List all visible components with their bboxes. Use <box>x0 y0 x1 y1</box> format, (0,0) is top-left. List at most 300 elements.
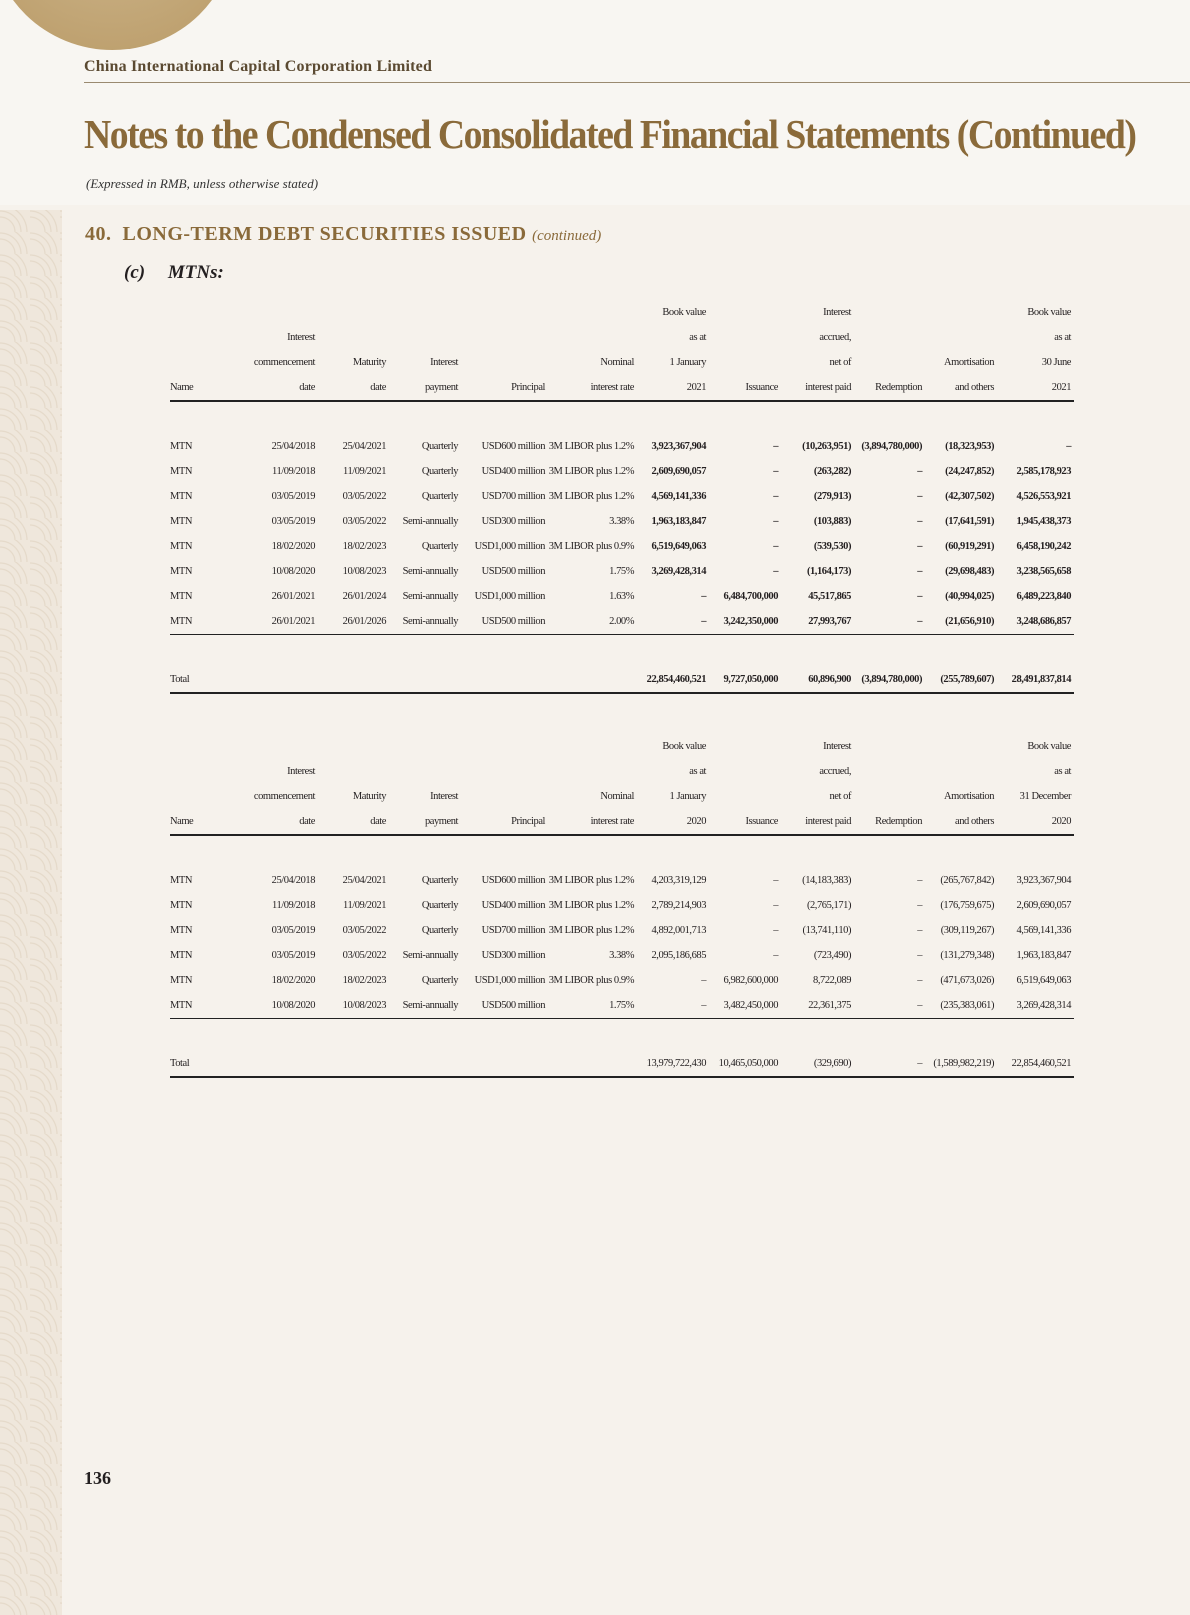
table-row-cell: (265,767,842) <box>940 875 994 886</box>
header-row-cell <box>548 300 637 325</box>
table-row-cell: (309,119,267) <box>940 925 994 936</box>
table-row-cell: USD500 million <box>461 609 548 635</box>
spacer-row-cell <box>709 401 781 434</box>
table-row-cell: 26/01/2026 <box>318 609 389 635</box>
header-row-cell <box>709 350 781 375</box>
mtn-table-2021 <box>170 300 1074 694</box>
table-row-cell: 3M LIBOR plus 0.9% <box>548 975 634 986</box>
header-row-cell: interest rate <box>548 809 637 835</box>
spacer-row-cell <box>637 401 709 434</box>
header-row-cell <box>389 300 461 325</box>
table-row <box>170 993 1074 1019</box>
spacer-row-cell <box>709 835 781 868</box>
header-row-cell <box>170 734 250 759</box>
spacer-row-cell <box>389 635 461 668</box>
spacer-row-cell <box>461 835 548 868</box>
table-row-cell: – <box>917 591 922 602</box>
header-row-cell: interest rate <box>548 375 637 401</box>
header-row <box>170 759 1074 784</box>
table-row-cell: – <box>1066 441 1071 452</box>
table-row-cell: 3.38% <box>609 950 634 961</box>
spacer-row-cell <box>997 635 1074 668</box>
table-row-cell: 03/05/2022 <box>342 925 386 936</box>
header-row-cell: Nominal <box>600 357 634 368</box>
table-row <box>170 534 1074 559</box>
spacer-row-cell <box>854 835 925 868</box>
table-row-cell: 3,482,450,000 <box>709 993 781 1019</box>
table-row-cell: USD400 million <box>481 466 545 477</box>
header-row-cell <box>925 325 997 350</box>
table-row <box>170 434 1074 459</box>
header-row-cell <box>170 759 250 784</box>
total-row-cell <box>250 1051 318 1077</box>
section-heading <box>85 223 601 246</box>
spacer-row-cell <box>170 1019 250 1052</box>
header-row-cell: as at <box>689 332 706 343</box>
header-row-cell: as at <box>1054 766 1071 777</box>
header-row-cell <box>548 759 637 784</box>
table-row-cell: 1,963,183,847 <box>1016 950 1071 961</box>
table-row-cell: MTN <box>170 975 192 986</box>
header-row-cell <box>709 325 781 350</box>
table-row-cell: 25/04/2021 <box>342 875 386 886</box>
table-row <box>170 943 1074 968</box>
total-row-cell: Total <box>170 1051 250 1077</box>
spacer-row-cell <box>548 401 637 434</box>
table-row-cell: MTN <box>170 900 192 911</box>
header-row-cell: date <box>250 375 318 401</box>
table-row-cell: 03/05/2022 <box>342 491 386 502</box>
header-row-cell <box>389 734 461 759</box>
total-row-cell: – <box>854 1051 925 1077</box>
table-row-cell: 25/04/2018 <box>271 875 315 886</box>
table-row-cell: 3M LIBOR plus 1.2% <box>548 925 634 936</box>
table-row-cell: (539,530) <box>813 541 851 552</box>
header-row-cell: as at <box>1054 332 1071 343</box>
spacer-row-cell <box>854 401 925 434</box>
table-row-cell: 22,361,375 <box>781 993 854 1019</box>
table-row-cell: MTN <box>170 591 192 602</box>
header-row-cell: Name <box>170 375 250 401</box>
subsection-label: (c) <box>124 262 146 283</box>
table-row-cell: 26/01/2021 <box>271 591 315 602</box>
table-row-cell: 3M LIBOR plus 0.9% <box>548 541 634 552</box>
spacer-row-cell <box>637 1019 709 1052</box>
header-row <box>170 784 1074 809</box>
header-row-cell <box>318 734 389 759</box>
table-row-cell: 26/01/2021 <box>250 609 318 635</box>
header-row-cell <box>925 734 997 759</box>
table-row-cell: – <box>773 541 778 552</box>
spacer-row-cell <box>389 835 461 868</box>
table-row-cell: 1.63% <box>609 591 634 602</box>
total-row-cell: (1,589,982,219) <box>925 1051 997 1077</box>
header-row-cell <box>709 734 781 759</box>
table-row-cell: (235,383,061) <box>925 993 997 1019</box>
table-row-cell: – <box>637 993 709 1019</box>
table-row-cell: (3,894,780,000) <box>861 441 922 452</box>
table-row-cell: (29,698,483) <box>945 566 994 577</box>
table-row-cell: MTN <box>170 516 192 527</box>
table-row-cell: Quarterly <box>421 900 458 911</box>
table-row-cell: – <box>773 516 778 527</box>
header-row-cell: Issuance <box>709 809 781 835</box>
header-row-cell: Interest <box>287 332 315 343</box>
table-row-cell: Quarterly <box>421 975 458 986</box>
table-row <box>170 509 1074 534</box>
header-row-cell <box>854 325 925 350</box>
header-row-cell <box>461 300 548 325</box>
total-row-cell: 22,854,460,521 <box>637 667 709 693</box>
table-row-cell: 3,238,565,658 <box>1016 566 1071 577</box>
table-row-cell: USD700 million <box>481 491 545 502</box>
decorative-wave-strip <box>0 210 62 1615</box>
header-row-cell: commencement <box>253 357 315 368</box>
table-row-cell: 4,569,141,336 <box>1016 925 1071 936</box>
table-row-cell: 3M LIBOR plus 1.2% <box>548 900 634 911</box>
table-row-cell: Semi-annually <box>389 609 461 635</box>
header-row-cell: 31 December <box>1019 791 1071 802</box>
table-row-cell: USD500 million <box>461 993 548 1019</box>
spacer-row-cell <box>548 635 637 668</box>
table-row-cell: 03/05/2022 <box>342 950 386 961</box>
table-row-cell: 10/08/2020 <box>271 566 315 577</box>
header-row-cell: Issuance <box>709 375 781 401</box>
table-row-cell: – <box>773 950 778 961</box>
table-row <box>170 918 1074 943</box>
header-row-cell: and others <box>925 809 997 835</box>
header-row-cell: Redemption <box>854 809 925 835</box>
header-row-cell: 1 January <box>669 357 706 368</box>
header-row-cell: Interest <box>823 307 851 318</box>
table-row-cell: 03/05/2019 <box>271 516 315 527</box>
header-row-cell <box>854 784 925 809</box>
table-row-cell: 4,526,553,921 <box>1016 491 1071 502</box>
spacer-row-cell <box>925 635 997 668</box>
table-row-cell: – <box>773 925 778 936</box>
header-row-cell <box>548 325 637 350</box>
header-row-cell <box>461 350 548 375</box>
table-row-cell: 18/02/2020 <box>271 541 315 552</box>
table-row-cell: 3,923,367,904 <box>1016 875 1071 886</box>
table-row-cell: USD500 million <box>481 566 545 577</box>
table-row-cell: (2,765,171) <box>806 900 851 911</box>
header-row-cell: accrued, <box>819 766 851 777</box>
spacer-row-cell <box>250 401 318 434</box>
header-row-cell: Amortisation <box>943 791 994 802</box>
table-row-cell: (10,263,951) <box>802 441 851 452</box>
page-title: Notes to the Condensed Consolidated Financial Statements (Continued) <box>84 111 1136 157</box>
table-row-cell: – <box>854 609 925 635</box>
header-row-cell <box>389 325 461 350</box>
spacer-row-cell <box>781 1019 854 1052</box>
spacer-row-cell <box>637 635 709 668</box>
spacer-row-cell <box>997 835 1074 868</box>
table-row-cell: – <box>773 491 778 502</box>
table-row-cell: Semi-annually <box>402 516 458 527</box>
header-row-cell: Book value <box>1027 741 1071 752</box>
table-row-cell: (17,641,591) <box>945 516 994 527</box>
section-number: 40. <box>85 223 112 245</box>
total-row-cell <box>461 667 548 693</box>
header-row-cell: 2020 <box>637 809 709 835</box>
table-row-cell: MTN <box>170 925 192 936</box>
header-row <box>170 734 1074 759</box>
spacer-row-cell <box>709 635 781 668</box>
header-row-cell: Name <box>170 809 250 835</box>
total-row-cell <box>250 667 318 693</box>
section-title: LONG-TERM DEBT SECURITIES ISSUED <box>122 223 527 245</box>
header-row-cell: 2021 <box>637 375 709 401</box>
total-row-cell <box>548 667 637 693</box>
table-row-cell: 26/01/2024 <box>342 591 386 602</box>
spacer-row-cell <box>925 835 997 868</box>
spacer-row-cell <box>461 401 548 434</box>
table-row-cell: – <box>701 591 706 602</box>
table-row-cell: Quarterly <box>421 875 458 886</box>
table-row-cell: MTN <box>170 950 192 961</box>
table-row-cell: 3,269,428,314 <box>651 566 706 577</box>
mtn-table-2020 <box>170 734 1074 1078</box>
table-row-cell: 6,519,649,063 <box>651 541 706 552</box>
header-row-cell: 2020 <box>997 809 1074 835</box>
table-row-cell: MTN <box>170 491 192 502</box>
table-row-cell: Quarterly <box>421 925 458 936</box>
table-row <box>170 559 1074 584</box>
header-row-cell: Maturity <box>352 357 386 368</box>
spacer-row-cell <box>250 1019 318 1052</box>
total-row-cell: Total <box>170 667 250 693</box>
header-row-cell <box>709 759 781 784</box>
table-row-cell: 2,609,690,057 <box>651 466 706 477</box>
header-row-cell: date <box>318 809 389 835</box>
spacer-row-cell <box>318 835 389 868</box>
spacer-row <box>170 401 1074 434</box>
header-row <box>170 350 1074 375</box>
header-row-cell: Book value <box>1027 307 1071 318</box>
table-row-cell: USD300 million <box>481 516 545 527</box>
spacer-row-cell <box>854 1019 925 1052</box>
table-row-cell: 03/05/2022 <box>342 516 386 527</box>
header-row-cell <box>318 325 389 350</box>
header-row-cell <box>461 325 548 350</box>
spacer-row-cell <box>548 1019 637 1052</box>
table-row-cell: 3,248,686,857 <box>997 609 1074 635</box>
total-row-cell: (3,894,780,000) <box>854 667 925 693</box>
table-row-cell: 03/05/2019 <box>271 950 315 961</box>
section-note: (continued) <box>532 228 602 244</box>
header-row-cell <box>854 734 925 759</box>
header-row-cell: payment <box>389 375 461 401</box>
table-row-cell: (279,913) <box>813 491 851 502</box>
header-row-cell <box>461 734 548 759</box>
table-row-cell: 10/08/2020 <box>250 993 318 1019</box>
subsection-heading <box>124 262 242 284</box>
header-row-cell: Amortisation <box>943 357 994 368</box>
spacer-row-cell <box>170 635 250 668</box>
table-row-cell: 3M LIBOR plus 1.2% <box>548 491 634 502</box>
table-row-cell: Quarterly <box>421 491 458 502</box>
spacer-row <box>170 835 1074 868</box>
table-row-cell: – <box>917 516 922 527</box>
table-row-cell: (24,247,852) <box>945 466 994 477</box>
table-row-cell: USD1,000 million <box>474 591 545 602</box>
table-row-cell: 2,585,178,923 <box>1016 466 1071 477</box>
header-row-cell: 1 January <box>669 791 706 802</box>
table-row-cell: (13,741,110) <box>802 925 851 936</box>
header-row-cell: interest paid <box>781 375 854 401</box>
table-row-cell: 18/02/2023 <box>342 541 386 552</box>
table-row-cell: – <box>854 993 925 1019</box>
header-row-cell: Book value <box>662 741 706 752</box>
table-row-cell: 11/09/2018 <box>272 466 315 477</box>
table-row-cell: MTN <box>170 441 192 452</box>
table-row-cell: – <box>917 541 922 552</box>
table-row <box>170 868 1074 893</box>
total-row-cell: 9,727,050,000 <box>709 667 781 693</box>
header-row-cell: Interest <box>430 357 458 368</box>
table-row-cell: 4,569,141,336 <box>651 491 706 502</box>
table-row-cell: – <box>917 875 922 886</box>
table-row-cell: – <box>917 900 922 911</box>
spacer-row-cell <box>461 1019 548 1052</box>
table-row-cell: – <box>917 491 922 502</box>
table-row-cell: 25/04/2021 <box>342 441 386 452</box>
header-row-cell <box>925 300 997 325</box>
table-row-cell: 1.75% <box>548 993 637 1019</box>
spacer-row-cell <box>709 1019 781 1052</box>
table-row-cell: Quarterly <box>421 541 458 552</box>
table-row-cell: 1.75% <box>609 566 634 577</box>
header-row <box>170 300 1074 325</box>
table-row-cell: 11/09/2021 <box>343 900 386 911</box>
total-row-cell <box>389 1051 461 1077</box>
table-row-cell: 1,963,183,847 <box>651 516 706 527</box>
table-row-cell: USD1,000 million <box>474 975 545 986</box>
spacer-row-cell <box>548 835 637 868</box>
header-row-cell <box>389 759 461 784</box>
spacer-row-cell <box>170 835 250 868</box>
spacer-row-cell <box>637 835 709 868</box>
header-row-cell: 2021 <box>997 375 1074 401</box>
header-row-cell: Principal <box>461 375 548 401</box>
table-row-cell: – <box>917 975 922 986</box>
table-row-cell: (42,307,502) <box>945 491 994 502</box>
spacer-row-cell <box>318 635 389 668</box>
spacer-row <box>170 635 1074 668</box>
header-row-cell: commencement <box>253 791 315 802</box>
table-row-cell: 3.38% <box>609 516 634 527</box>
table-row-cell: 6,519,649,063 <box>1016 975 1071 986</box>
header-row-cell <box>854 300 925 325</box>
table-row-cell: USD300 million <box>481 950 545 961</box>
spacer-row-cell <box>461 635 548 668</box>
page-subtitle: (Expressed in RMB, unless otherwise stated) <box>86 176 319 191</box>
spacer-row-cell <box>925 401 997 434</box>
total-row-cell: 28,491,837,814 <box>997 667 1074 693</box>
spacer-row-cell <box>781 835 854 868</box>
header-row <box>170 809 1074 835</box>
table-row-cell: 3M LIBOR plus 1.2% <box>548 466 634 477</box>
table-row-cell: 18/02/2023 <box>342 975 386 986</box>
total-row-cell: (255,789,607) <box>925 667 997 693</box>
header-row-cell: as at <box>689 766 706 777</box>
table-row-cell: USD700 million <box>481 925 545 936</box>
table-row-cell: – <box>773 900 778 911</box>
table-row-cell: (1,164,173) <box>806 566 851 577</box>
total-row-cell: (329,690) <box>781 1051 854 1077</box>
subsection-title: MTNs: <box>167 262 224 283</box>
table-row-cell: USD600 million <box>481 441 545 452</box>
spacer-row-cell <box>925 1019 997 1052</box>
table-row <box>170 968 1074 993</box>
total-row-cell <box>389 667 461 693</box>
table-row-cell: 3,923,367,904 <box>651 441 706 452</box>
table-row-cell: 10/08/2023 <box>318 993 389 1019</box>
table-row-cell: 25/04/2018 <box>271 441 315 452</box>
table-row-cell: – <box>917 950 922 961</box>
table-row-cell: 3M LIBOR plus 1.2% <box>548 875 634 886</box>
table-row-cell: Quarterly <box>421 441 458 452</box>
table-row-cell: 2,789,214,903 <box>651 900 706 911</box>
total-row <box>170 667 1074 693</box>
table-row-cell: MTN <box>170 566 192 577</box>
header-row-cell <box>461 759 548 784</box>
page-number: 136 <box>84 1468 111 1488</box>
header-row-cell <box>461 784 548 809</box>
spacer-row-cell <box>250 635 318 668</box>
header-row-cell: 30 June <box>1041 357 1071 368</box>
table-row-cell: – <box>917 925 922 936</box>
table-row-cell: 6,489,223,840 <box>1016 591 1071 602</box>
table-row-cell: Semi-annually <box>402 566 458 577</box>
header-row-cell <box>709 300 781 325</box>
table-row-cell: Semi-annually <box>389 993 461 1019</box>
table-row-cell: (14,183,383) <box>802 875 851 886</box>
total-row <box>170 1051 1074 1077</box>
spacer-row-cell <box>997 401 1074 434</box>
header-row-cell <box>318 300 389 325</box>
header-row-cell: Nominal <box>600 791 634 802</box>
table-row-cell: 27,993,767 <box>781 609 854 635</box>
table-row-cell: – <box>917 566 922 577</box>
table-row-cell: 6,982,600,000 <box>723 975 778 986</box>
header-row-cell: date <box>250 809 318 835</box>
header-row-cell: Principal <box>461 809 548 835</box>
table-row <box>170 584 1074 609</box>
table-row-cell: MTN <box>170 466 192 477</box>
total-row-cell: 10,465,050,000 <box>709 1051 781 1077</box>
table-row-cell: 4,892,001,713 <box>651 925 706 936</box>
table-row-cell: 11/09/2021 <box>343 466 386 477</box>
header-row-cell: interest paid <box>781 809 854 835</box>
header-row-cell: Interest <box>287 766 315 777</box>
table-row-cell: (21,656,910) <box>925 609 997 635</box>
table-row-cell: 03/05/2019 <box>271 925 315 936</box>
table-row-cell: Semi-annually <box>402 591 458 602</box>
table-row-cell: – <box>773 875 778 886</box>
table-row-cell: 11/09/2018 <box>272 900 315 911</box>
table-row-cell: 3,242,350,000 <box>709 609 781 635</box>
table-row-cell: 18/02/2020 <box>271 975 315 986</box>
table-row-cell: 8,722,089 <box>813 975 851 986</box>
table-row-cell: 2.00% <box>548 609 637 635</box>
spacer-row-cell <box>389 1019 461 1052</box>
spacer-row <box>170 1019 1074 1052</box>
header-row <box>170 325 1074 350</box>
header-row-cell <box>170 350 250 375</box>
total-row-cell: 22,854,460,521 <box>997 1051 1074 1077</box>
